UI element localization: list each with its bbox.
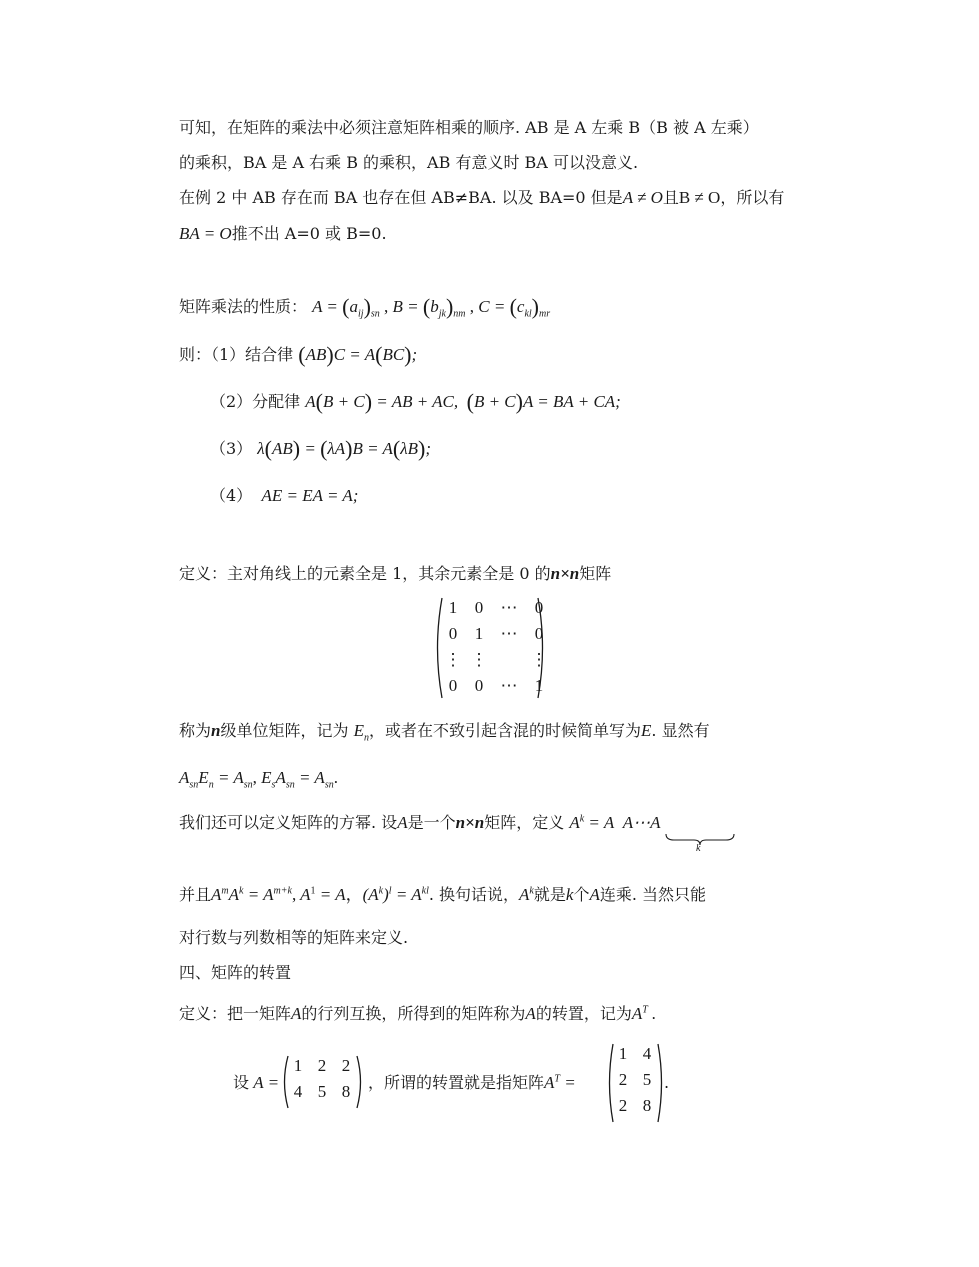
power-properties: 并且$A^mA^k = A^{m+k}$, $A^1 = A$，$(A^k)^l = A^{kl}$. 换句话说，$A^k$就是k个A连乘. 当然只能 [179,885,707,904]
matrix-cell: 8 [341,1082,351,1101]
identity-property-line: $A_{sn}E_n = A_{sn}$, $E_sA_{sn} = A_{sn}$. [179,768,338,791]
matrix-cell: 1 [293,1056,303,1075]
paragraph-line-3: 在例 2 中 AB 存在而 BA 也存在但 AB≠BA. 以及 BA=0 但是A ≠ O且B ≠ O，所以有 [179,188,785,207]
paragraph-line-2: 的乘积，BA 是 A 右乘 B 的乘积，AB 有意义时 BA 可以没意义. [179,153,639,172]
matrix-cell: 1 [448,598,458,617]
matrix-cell: 2 [618,1096,628,1115]
matrix-cell: ⋮ [470,650,488,669]
property-identity: （4） AE = EA = A; [210,486,359,505]
underbrace-label: k [696,843,701,854]
matrix-definitions: $A = (a_{ij})_{sn}$ , $B = (b_{jk})_{nm}$ , $C = (c_{kl})_{mr}$ [312,294,551,320]
matrix-cell: 4 [293,1082,303,1101]
transpose-definition: 定义：把一矩阵A的行列互换，所得到的矩阵称为A的转置，记为$A^T$ . [179,1004,657,1023]
property-associative: 则：（1）结合律 (AB)C = A(BC); [179,342,418,367]
right-paren [355,1054,365,1110]
matrix-cell: 0 [474,676,484,695]
matrix-cell [492,650,526,676]
matrix-cell: 2 [341,1056,351,1075]
matrix-cell: 0 [534,624,544,643]
paragraph-line-4: BA = O推不出 A=0 或 B=0. [179,224,387,243]
matrix-cell: ⋯ [500,598,518,617]
matrix-a [286,1056,358,1108]
right-paren [536,596,548,700]
properties-heading: 矩阵乘法的性质： $A = (a_{ij})_{sn}$ , $B = (b_{jk})_{nm}$ , $C = (c_{kl})_{mr}$ [179,294,551,320]
matrix-cell: 0 [448,624,458,643]
matrix-cell: ⋯ [500,624,518,643]
matrix-cell: 0 [534,598,544,617]
matrix-cell: 0 [474,598,484,617]
matrix-cell: 2 [618,1070,628,1089]
matrix-cell: 0 [448,676,458,695]
period: . [664,1073,670,1092]
property-scalar: （3） λ(AB) = (λA)B = A(λB); [210,436,431,461]
power-note: 对行数与列数相等的矩阵来定义. [179,928,409,947]
matrix-cell: 8 [642,1096,652,1115]
transpose-example-mid: ，所谓的转置就是指矩阵$A^T$ = [368,1073,576,1092]
identity-called-line: 称为n级单位矩阵，记为 $E_n$，或者在不致引起含混的时候简单写为E. 显然有 [179,721,710,744]
matrix-cell: ⋯ [500,676,518,695]
transpose-example-prefix: 设 A = [233,1073,280,1092]
matrix-cell: 2 [317,1056,327,1075]
matrix-cell: 5 [642,1070,652,1089]
matrix-cell: 1 [618,1044,628,1063]
matrix-cell: ⋮ [444,650,462,669]
matrix-cell: 5 [317,1082,327,1101]
matrix-cell: ⋮ [530,650,548,669]
matrix-cell: 4 [642,1044,652,1063]
property-distributive: （2）分配律 A(B + C) = AB + AC, (B + C)A = BA + CA; [210,389,621,414]
section-title: 四、矩阵的转置 [179,963,292,982]
identity-definition: 定义：主对角线上的元素全是 1，其余元素全是 0 的n×n矩阵 [179,564,612,583]
power-definition: 我们还可以定义矩阵的方幂. 设A是一个n×n矩阵，定义 $A^k = A$ A⋯A [179,813,661,832]
matrix-cell: 1 [474,624,484,643]
matrix-cell: 1 [534,676,544,695]
paragraph-line-1: 可知，在矩阵的乘法中必须注意矩阵相乘的顺序. AB 是 A 左乘 B（B 被 A 左乘） [179,118,759,137]
matrix-a-transpose [611,1044,659,1122]
